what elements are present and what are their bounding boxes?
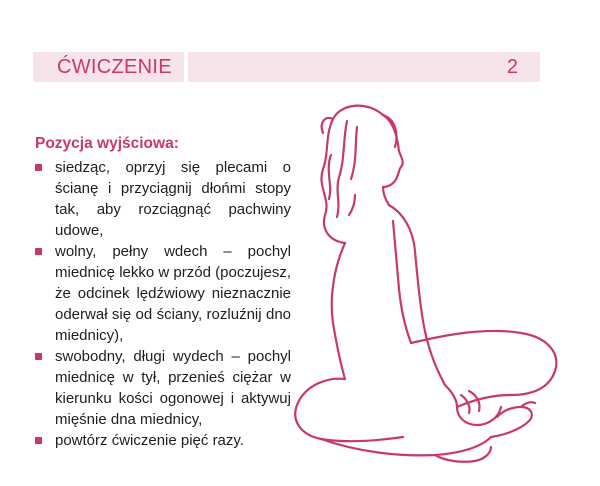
neck-outline: [349, 195, 355, 215]
instruction-item: [35, 346, 291, 430]
back-outline: [332, 243, 345, 379]
instruction-list: [35, 157, 291, 451]
hand-outline: [445, 385, 501, 425]
instruction-text: siedząc, oprzyj się plecami o ścianę i przyciągnij dłońmi stopy tak, aby rozciągnąć pachwiny udowe,: [55, 159, 291, 239]
instruction-text: wolny, pełny wdech – pochyl miednicę lekko w przód (poczujesz, że odcinek lędźwiowy nieznacznie oderwał się od ściany, rozluźnij dno miednicy),: [55, 243, 291, 344]
hair-strand: [329, 155, 331, 199]
exercise-title: ĆWICZENIE: [57, 56, 172, 78]
exercise-header: [33, 52, 540, 82]
right-shin-outline: [457, 395, 511, 407]
arm-outline: [389, 205, 445, 385]
header-divider: [184, 52, 188, 82]
square-bullet-icon: [35, 164, 42, 171]
instruction-item: [35, 241, 291, 346]
starting-position-heading: Pozycja wyjściowa:: [35, 135, 179, 152]
crossed-legs-outline: [321, 437, 491, 455]
exercise-number: 2: [506, 56, 518, 78]
hair-strand: [337, 121, 347, 217]
face-profile: [383, 115, 403, 187]
square-bullet-icon: [35, 248, 42, 255]
left-leg-outline: [295, 379, 403, 441]
square-bullet-icon: [35, 353, 42, 360]
hair-strand: [351, 127, 357, 179]
seated-woman-illustration: [285, 95, 575, 473]
instruction-text: powtórz ćwiczenie pięć razy.: [55, 432, 244, 449]
instruction-item: [35, 157, 291, 241]
instruction-text: swobodny, długi wydech – pochyl miednicę w tył, przenieś ciężar w kierunku kości ogonowej i aktywuj mięśnie dna miednicy,: [55, 348, 291, 428]
neck-outline: [383, 187, 389, 205]
square-bullet-icon: [35, 437, 42, 444]
right-leg-outline: [411, 331, 556, 395]
foot-outline: [491, 407, 532, 437]
torso-outline: [393, 221, 411, 343]
toes-outline: [521, 402, 535, 407]
instruction-item: [35, 430, 291, 451]
